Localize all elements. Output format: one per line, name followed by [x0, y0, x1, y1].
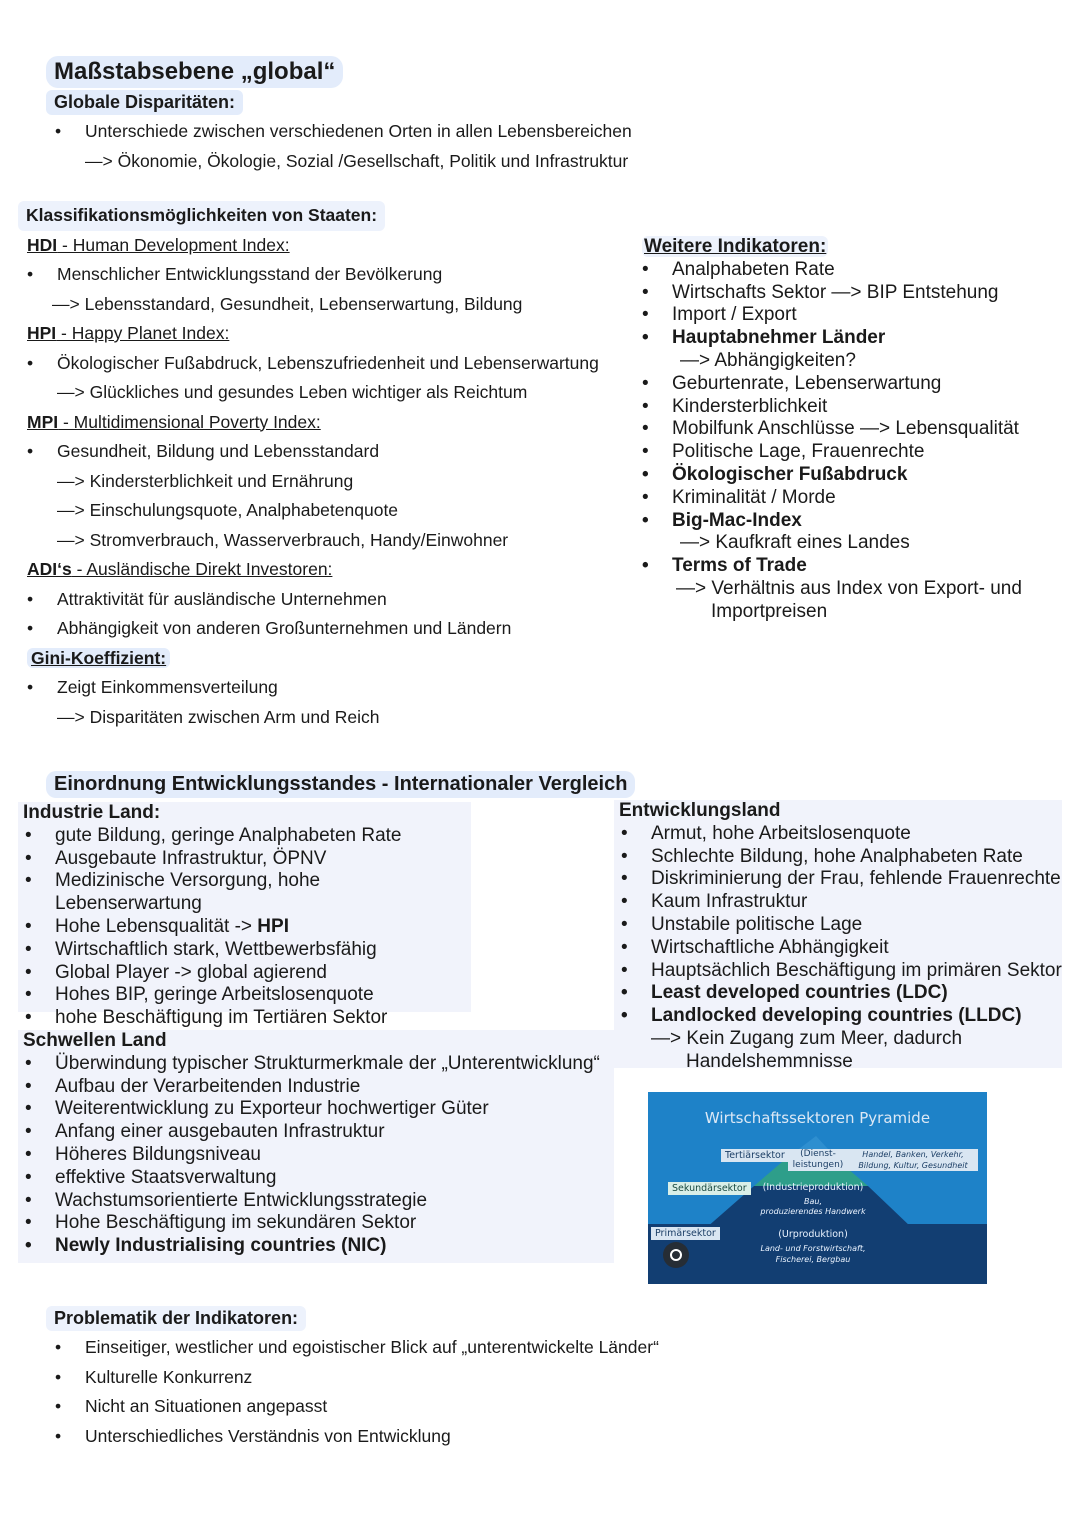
entwicklung-box — [614, 800, 1062, 1072]
problematik-item: • Kulturelle Konkurrenz — [55, 1363, 815, 1393]
hdi-bullet: • Menschlicher Entwicklungsstand der Bevölkerung — [27, 260, 628, 290]
global-section — [55, 117, 755, 176]
schwellen-item: • effektive Staatsverwaltung — [25, 1167, 614, 1190]
problematik-section — [55, 1333, 815, 1451]
schwellen-item: • Höheres Bildungsniveau — [25, 1144, 614, 1167]
tert-inner — [788, 1149, 848, 1171]
mpi-sub-2: —> Einschulungsquote, Analphabetenquote — [57, 500, 399, 520]
sektoren-pyramide — [648, 1092, 987, 1284]
schwellen-item: • Wachstumsorientierte Entwicklungsstrategie — [25, 1190, 614, 1213]
prim-ex-2: Fischerei, Bergbau — [775, 1255, 851, 1264]
industrie-item-hpi: HPI — [257, 915, 289, 937]
industrie-item: • Hohes BIP, geringe Arbeitslosenquote — [25, 984, 471, 1007]
weitere-item: • Politische Lage, Frauenrechte — [642, 441, 1072, 464]
entwicklung-item: • Schlechte Bildung, hohe Analphabeten Rate — [621, 846, 1062, 869]
schwellen-item: • Newly Industrialising countries (NIC) — [25, 1235, 614, 1258]
prim-examples — [743, 1243, 883, 1265]
mpi-name: - Multidimensional Poverty Index: — [58, 411, 321, 432]
industrie-item: • gute Bildung, geringe Analphabeten Rate — [25, 825, 471, 848]
weitere-item: • Wirtschafts Sektor —> BIP Entstehung — [642, 282, 1072, 305]
adi-bullet-1: • Attraktivität für ausländische Unternehmen — [27, 585, 628, 615]
schwellen-item: • Anfang einer ausgebauten Infrastruktur — [25, 1121, 614, 1144]
weitere-heading: Weitere Indikatoren: — [644, 236, 827, 257]
mpi-bullet: • Gesundheit, Bildung und Lebensstandard — [27, 437, 628, 467]
sek-examples — [748, 1197, 878, 1217]
mpi-sub-3: —> Stromverbrauch, Wasserverbrauch, Handy/Einwohner — [57, 529, 509, 550]
weitere-sub: Importpreisen — [711, 600, 828, 622]
hdi-sub: —> Lebensstandard, Gesundheit, Lebenserwartung, Bildung — [52, 293, 523, 314]
weitere-item: • Mobilfunk Anschlüsse —> Lebensqualität — [642, 418, 1072, 441]
prim-label: Primärsektor — [651, 1227, 720, 1240]
hpi-bullet: • Ökologischer Fußabdruck, Lebenszufriedenheit und Lebenserwartung — [27, 349, 628, 379]
industrie-item — [25, 916, 471, 939]
adi-name: - Ausländische Direkt Investoren: — [71, 559, 333, 579]
industrie-box — [18, 802, 471, 1029]
entwicklung-item: • Diskriminierung der Frau, fehlende Frauenrechte — [621, 868, 1062, 891]
problematik-heading: Problematik der Indikatoren: — [46, 1306, 306, 1331]
hpi-sub: —> Glückliches und gesundes Leben wichtiger als Reichtum — [57, 382, 528, 402]
prim-ex-1: Land- und Forstwirtschaft, — [760, 1244, 866, 1253]
weitere-item: • Hauptabnehmer Länder — [642, 327, 1072, 350]
gini-heading: Gini-Koeffizient: — [27, 648, 170, 668]
einordnung-heading: Einordnung Entwicklungsstandes - Internationaler Vergleich — [46, 771, 635, 798]
weitere-item: • Big-Mac-Index — [642, 510, 1072, 533]
adi-abbr: ADI‘s — [27, 559, 72, 579]
klassifikation-section — [18, 201, 628, 732]
hdi-abbr: HDI — [27, 234, 58, 255]
entwicklung-item: • Unstabile politische Lage — [621, 914, 1062, 937]
global-sub: —> Ökonomie, Ökologie, Sozial /Gesellschaft, Politik und Infrastruktur — [85, 150, 629, 171]
tert-ex-2: Bildung, Kultur, Gesundheit — [858, 1161, 968, 1170]
page-title: Maßstabsebene „global“ — [46, 56, 343, 88]
sek-label: Sekundärsektor — [668, 1182, 751, 1195]
entwicklung-item: • Armut, hohe Arbeitslosenquote — [621, 823, 1062, 846]
adi-bullet-2: • Abhängigkeit von anderen Großunternehmen und Ländern — [27, 614, 628, 644]
entwicklung-item: • Least developed countries (LDC) — [621, 982, 1062, 1005]
entwicklung-sub: Handelshemmnisse — [686, 1050, 853, 1072]
schwellen-item: • Hohe Beschäftigung im sekundären Sektor — [25, 1212, 614, 1235]
weitere-item: • Kriminalität / Morde — [642, 487, 1072, 510]
problematik-item: • Unterschiedliches Verständnis von Entwicklung — [55, 1422, 815, 1452]
schwellen-item: • Weiterentwicklung zu Exporteur hochwertiger Güter — [25, 1098, 614, 1121]
mpi-abbr: MPI — [27, 411, 59, 432]
weitere-item: • Geburtenrate, Lebenserwartung — [642, 373, 1072, 396]
gini-sub: —> Disparitäten zwischen Arm und Reich — [57, 706, 380, 727]
global-heading: Globale Disparitäten: — [46, 90, 243, 115]
industrie-item-text: Hohe Lebensqualität -> — [55, 915, 258, 937]
weitere-sub: —> Kaufkraft eines Landes — [680, 532, 910, 554]
weitere-item: • Terms of Trade — [642, 555, 1072, 578]
hdi-heading — [18, 231, 628, 261]
sek-ex-1: Bau, — [803, 1197, 822, 1206]
industrie-heading: Industrie Land: — [23, 802, 161, 823]
lens-icon — [663, 1242, 689, 1268]
hpi-abbr: HPI — [27, 323, 57, 343]
tert-examples — [848, 1149, 978, 1171]
schwellen-heading: Schwellen Land — [23, 1030, 167, 1051]
weitere-section — [642, 236, 1072, 624]
schwellen-item: • Aufbau der Verarbeitenden Industrie — [25, 1076, 614, 1099]
entwicklung-item: • Kaum Infrastruktur — [621, 891, 1062, 914]
schwellen-box — [18, 1030, 614, 1263]
tert-ex-1: Handel, Banken, Verkehr, — [862, 1150, 964, 1159]
entwicklung-item: • Landlocked developing countries (LLDC) — [621, 1005, 1062, 1028]
klassifikation-heading: Klassifikationsmöglichkeiten von Staaten: — [18, 201, 385, 231]
problematik-item: • Einseitiger, westlicher und egoistischer Blick auf „unterentwickelte Länder“ — [55, 1333, 815, 1363]
industrie-item: • Ausgebaute Infrastruktur, ÖPNV — [25, 848, 471, 871]
industrie-item: • Wirtschaftlich stark, Wettbewerbsfähig — [25, 939, 471, 962]
tert-label: Tertiärsektor — [721, 1149, 789, 1162]
industrie-item: • Global Player -> global agierend — [25, 962, 471, 985]
gini-bullet: • Zeigt Einkommensverteilung — [27, 673, 628, 703]
industrie-item: • hohe Beschäftigung im Tertiären Sektor — [25, 1007, 471, 1030]
industrie-item: • Medizinische Versorgung, hohe Lebenserwartung — [25, 870, 471, 916]
sek-inner: (Industrieproduktion) — [762, 1182, 864, 1193]
tert-inner-2: leistungen) — [792, 1160, 844, 1170]
adi-heading — [18, 555, 628, 585]
hpi-name: - Happy Planet Index: — [56, 323, 230, 343]
weitere-sub: —> Verhältnis aus Index von Export- und — [676, 577, 1022, 599]
sek-ex-2: produzierendes Handwerk — [760, 1207, 866, 1216]
problematik-item: • Nicht an Situationen angepasst — [55, 1392, 815, 1422]
weitere-item: • Import / Export — [642, 304, 1072, 327]
hdi-name: - Human Development Index: — [57, 234, 290, 255]
weitere-sub: —> Abhängigkeiten? — [680, 349, 856, 371]
mpi-sub-1: —> Kindersterblichkeit und Ernährung — [57, 470, 354, 491]
global-bullet: • Unterschiede zwischen verschiedenen Orten in allen Lebensbereichen — [55, 117, 755, 147]
entwicklung-item: • Wirtschaftliche Abhängigkeit — [621, 937, 1062, 960]
entwicklung-sub: —> Kein Zugang zum Meer, dadurch — [651, 1027, 963, 1049]
entwicklung-heading: Entwicklungsland — [619, 800, 781, 821]
mpi-heading — [18, 408, 628, 438]
weitere-item: • Ökologischer Fußabdruck — [642, 464, 1072, 487]
pyramid-title: Wirtschaftssektoren Pyramide — [704, 1109, 931, 1127]
entwicklung-item: • Hauptsächlich Beschäftigung im primären Sektor — [621, 960, 1062, 983]
hpi-heading — [18, 319, 628, 349]
tert-inner-1: (Dienst- — [800, 1149, 836, 1159]
prim-inner: (Urproduktion) — [778, 1229, 848, 1240]
schwellen-item: • Überwindung typischer Strukturmerkmale der „Unterentwicklung“ — [25, 1053, 614, 1076]
weitere-item: • Analphabeten Rate — [642, 259, 1072, 282]
weitere-item: • Kindersterblichkeit — [642, 396, 1072, 419]
